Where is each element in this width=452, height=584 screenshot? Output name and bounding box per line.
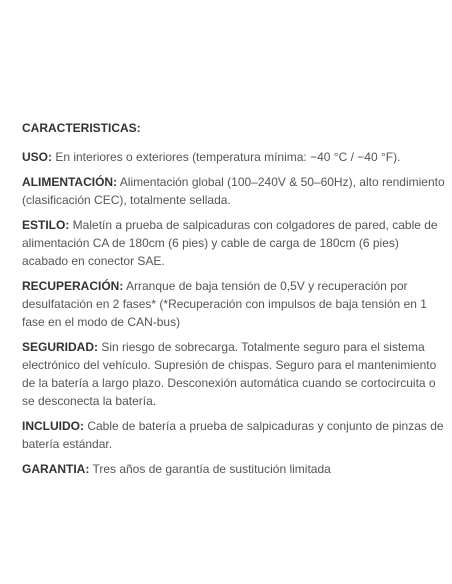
feature-recuperacion	[22, 277, 447, 331]
feature-label: SEGURIDAD:	[22, 340, 99, 354]
feature-incluido	[22, 417, 447, 453]
feature-uso	[22, 148, 447, 166]
feature-label: INCLUIDO:	[22, 419, 84, 433]
feature-text: Cable de batería a prueba de salpicaduras y conjunto de pinzas de batería estándar.	[22, 419, 444, 451]
feature-seguridad	[22, 338, 447, 410]
feature-text: Alimentación global (100–240V & 50–60Hz), alto rendimiento (clasificación CEC), totalmente sellada.	[22, 175, 445, 207]
features-section	[22, 119, 447, 485]
feature-label: ESTILO:	[22, 218, 70, 232]
feature-text: Arranque de baja tensión de 0,5V y recuperación por desulfatación en 2 fases* (*Recuperación con impulsos de baja tensión en 1 fase en el modo de CAN-bus)	[22, 279, 427, 329]
features-heading: CARACTERISTICAS:	[22, 121, 141, 135]
feature-garantia	[22, 460, 447, 478]
feature-text: Sin riesgo de sobrecarga. Totalmente seguro para el sistema electrónico del vehículo. Supresión de chispas. Seguro para el mantenimiento de la batería a largo plazo. Desconexión automática cuando se cortocircuita o se desconecta la batería.	[22, 340, 437, 408]
feature-text: En interiores o exteriores (temperatura mínima: −40 °C / −40 °F).	[52, 150, 401, 164]
feature-text: Maletín a prueba de salpicaduras con colgadores de pared, cable de alimentación CA de 180cm (6 pies) y cable de carga de 180cm (6 pies) acabado en conector SAE.	[22, 218, 438, 268]
feature-label: GARANTIA:	[22, 462, 90, 476]
feature-estilo	[22, 216, 447, 270]
feature-alimentacion	[22, 173, 447, 209]
feature-label: USO:	[22, 150, 52, 164]
feature-text: Tres años de garantía de sustitución limitada	[89, 462, 331, 476]
feature-label: RECUPERACIÓN:	[22, 279, 124, 293]
feature-label: ALIMENTACIÓN:	[22, 175, 118, 189]
